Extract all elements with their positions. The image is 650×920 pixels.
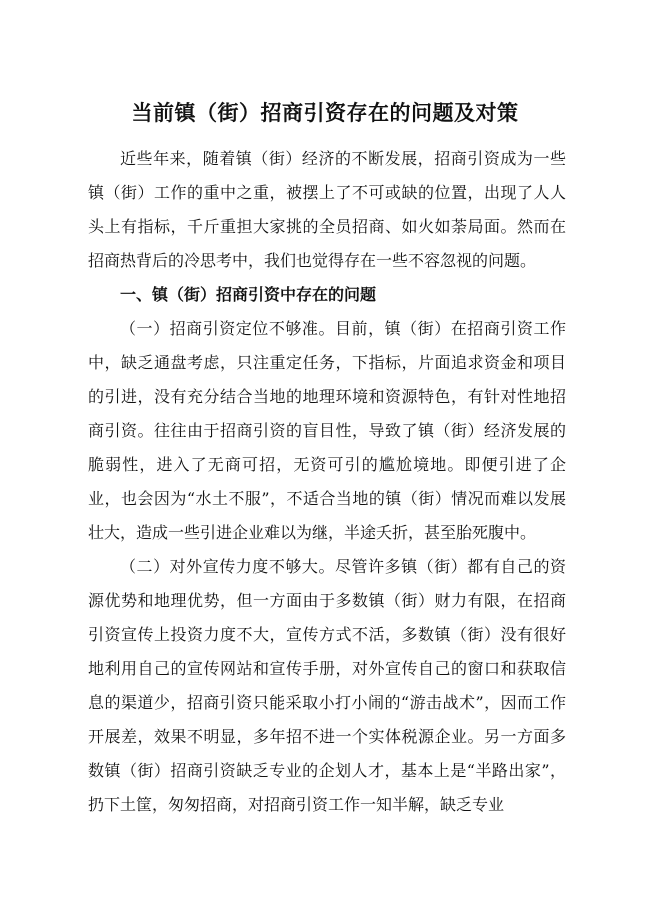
document-title: 当前镇（街）招商引资存在的问题及对策 <box>131 100 519 125</box>
paragraph-publicity: （二）对外宣传力度不够大。尽管许多镇（街）都有自己的资源优势和地理优势，但一方面由于多数镇（街）财力有限，在招商引资宣传上投资力度不大，宣传方式不活，多数镇（街）没有很好地利用自己的宣传网站和宣传手册，对外宣传自己的窗口和获取信息的渠道少，招商引资只能采取小打小闹的“游击战术”，因而工作开展差，效果不明显，多年招不进一个实体税源企业。另一方面多数镇（街）招商引资缺乏专业的企划人才，基本上是“半路出家”，扔下土筐，匆匆招商，对招商引资工作一知半解，缺乏专业 <box>88 557 566 814</box>
paragraph-positioning: （一）招商引资定位不够准。目前，镇（街）在招商引资工作中，缺乏通盘考虑，只注重定任务，下指标，片面追求资金和项目的引进，没有充分结合当地的地理环境和资源特色，有针对性地招商引资。往往由于招商引资的盲目性，导致了镇（街）经济发展的脆弱性，进入了无商可招，无资可引的尴尬境地。即便引进了企业，也会因为“水土不服”，不适合当地的镇（街）情况而难以发展壮大，造成一些引进企业难以为继，半途夭折，甚至胎死腹中。 <box>88 319 566 542</box>
section-heading-1: 一、镇（街）招商引资中存在的问题 <box>120 285 377 304</box>
intro-paragraph: 近些年来，随着镇（街）经济的不断发展，招商引资成为一些镇（街）工作的重中之重，被摆上了不可或缺的位置，出现了人人头上有指标，千斤重担大家挑的全员招商、如火如荼局面。然而在招商热背后的冷思考中，我们也觉得存在一些不容忽视的问题。 <box>88 149 566 270</box>
document-body <box>88 142 566 822</box>
